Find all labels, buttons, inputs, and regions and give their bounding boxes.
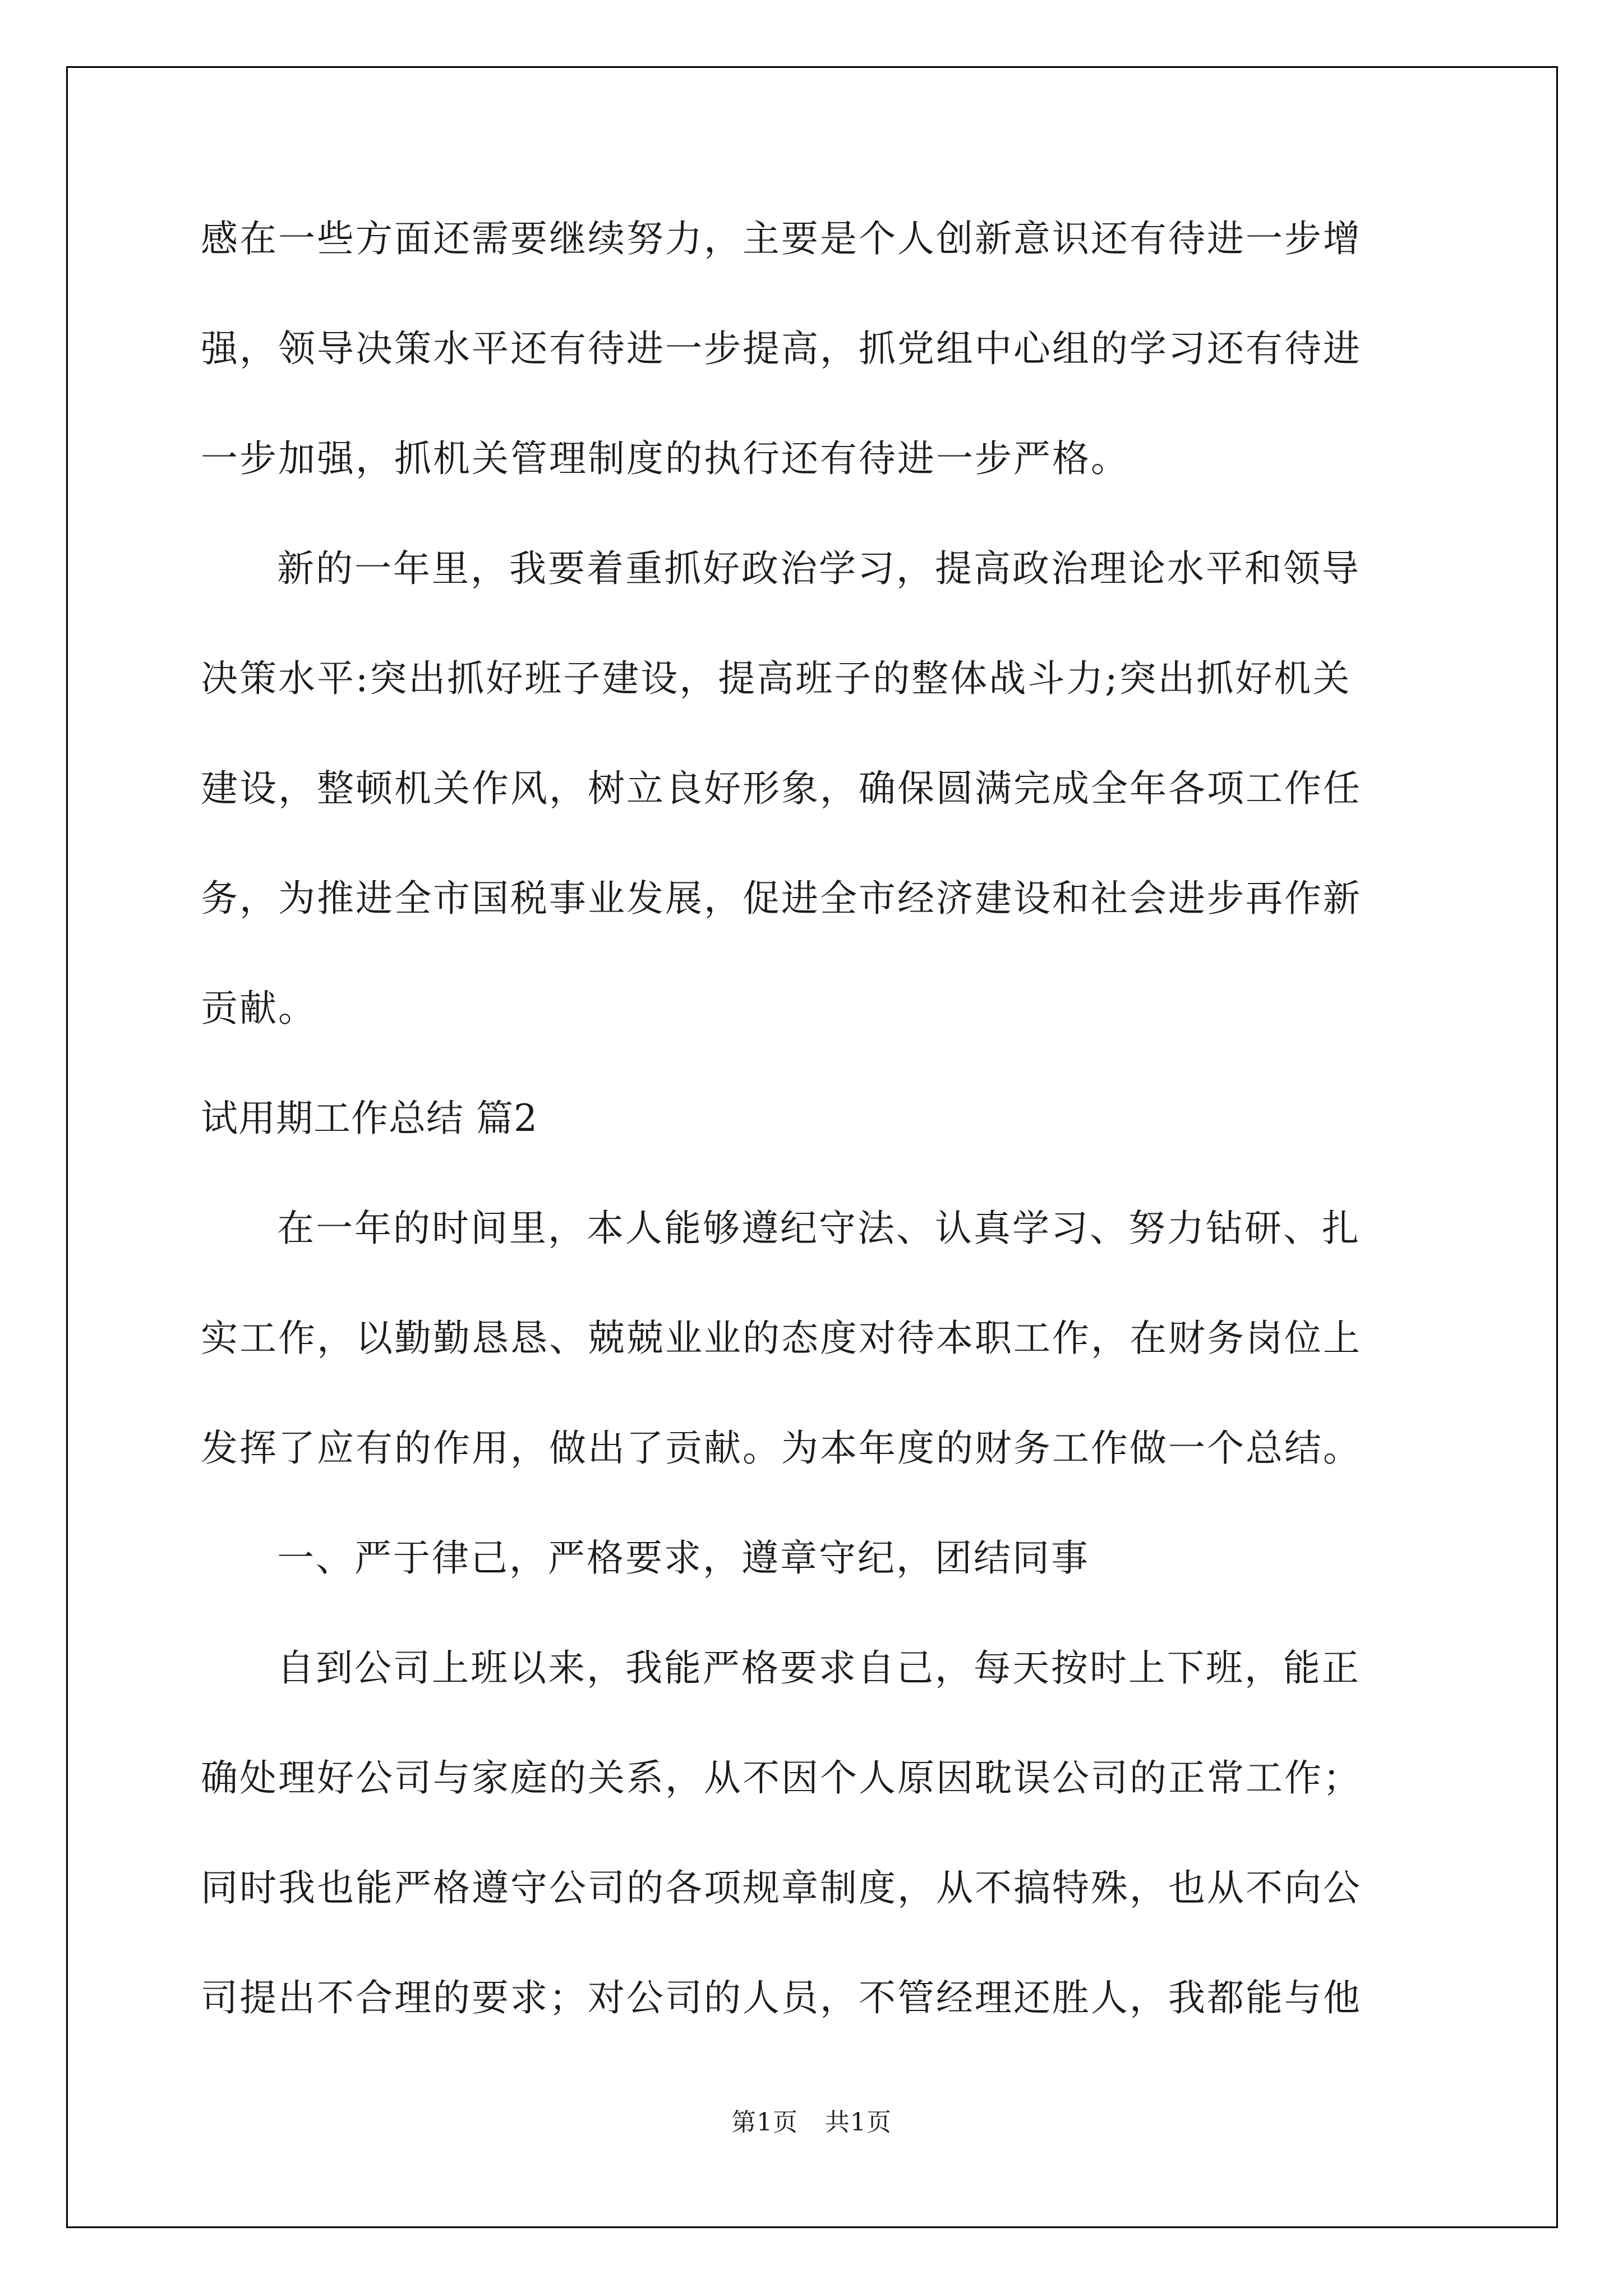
- text-line: 强，领导决策水平还有待进一步提高，抓党组中心组的学习还有待进: [201, 327, 1362, 370]
- text-line: 同时我也能严格遵守公司的各项规章制度，从不搞特殊，也从不向公: [201, 1866, 1362, 1910]
- text-line: 贡献。: [201, 987, 317, 1030]
- paragraph: [201, 1642, 1435, 2082]
- paragraph: [201, 543, 1435, 1093]
- text-line: 确处理好公司与家庭的关系，从不因个人原因耽误公司的正常工作；: [201, 1756, 1362, 1800]
- text-line: 自到公司上班以来，我能严格要求自己，每天按时上下班，能正: [277, 1646, 1361, 1690]
- text-line: 决策水平:突出抓好班子建设，提高班子的整体战斗力;突出抓好机关: [201, 657, 1352, 700]
- text-line: 务，为推进全市国税事业发展，促进全市经济建设和社会进步再作新: [201, 877, 1362, 920]
- text-line: 一步加强，抓机关管理制度的执行还有待进一步严格。: [201, 437, 1129, 480]
- text-line: 一、严于律己，严格要求，遵章守纪，团结同事: [277, 1536, 1090, 1580]
- text-line: 在一年的时间里，本人能够遵纪守法、认真学习、努力钻研、扎: [277, 1207, 1361, 1250]
- text-line: 发挥了应有的作用，做出了贡献。为本年度的财务工作做一个总结。: [201, 1427, 1362, 1470]
- page-total: 共1页: [825, 2108, 892, 2137]
- section-heading: 试用期工作总结 篇2: [201, 1097, 538, 1140]
- text-line: 新的一年里，我要着重抓好政治学习，提高政治理论水平和领导: [277, 547, 1361, 590]
- text-line: 实工作，以勤勤恳恳、兢兢业业的态度对待本职工作，在财务岗位上: [201, 1317, 1362, 1360]
- paragraph: [201, 1203, 1435, 1533]
- page-number: 第1页: [731, 2108, 798, 2137]
- paragraph: [201, 213, 1435, 543]
- page-footer: [0, 2107, 1623, 2138]
- text-line: 建设，整顿机关作风，树立良好形象，确保圆满完成全年各项工作任: [201, 767, 1362, 810]
- text-line: 感在一些方面还需要继续努力，主要是个人创新意识还有待进一步增: [201, 217, 1362, 260]
- text-line: 司提出不合理的要求；对公司的人员，不管经理还胜人，我都能与他: [201, 1976, 1362, 2019]
- subheading-paragraph: [201, 1533, 1435, 1642]
- document-body: [201, 213, 1435, 2082]
